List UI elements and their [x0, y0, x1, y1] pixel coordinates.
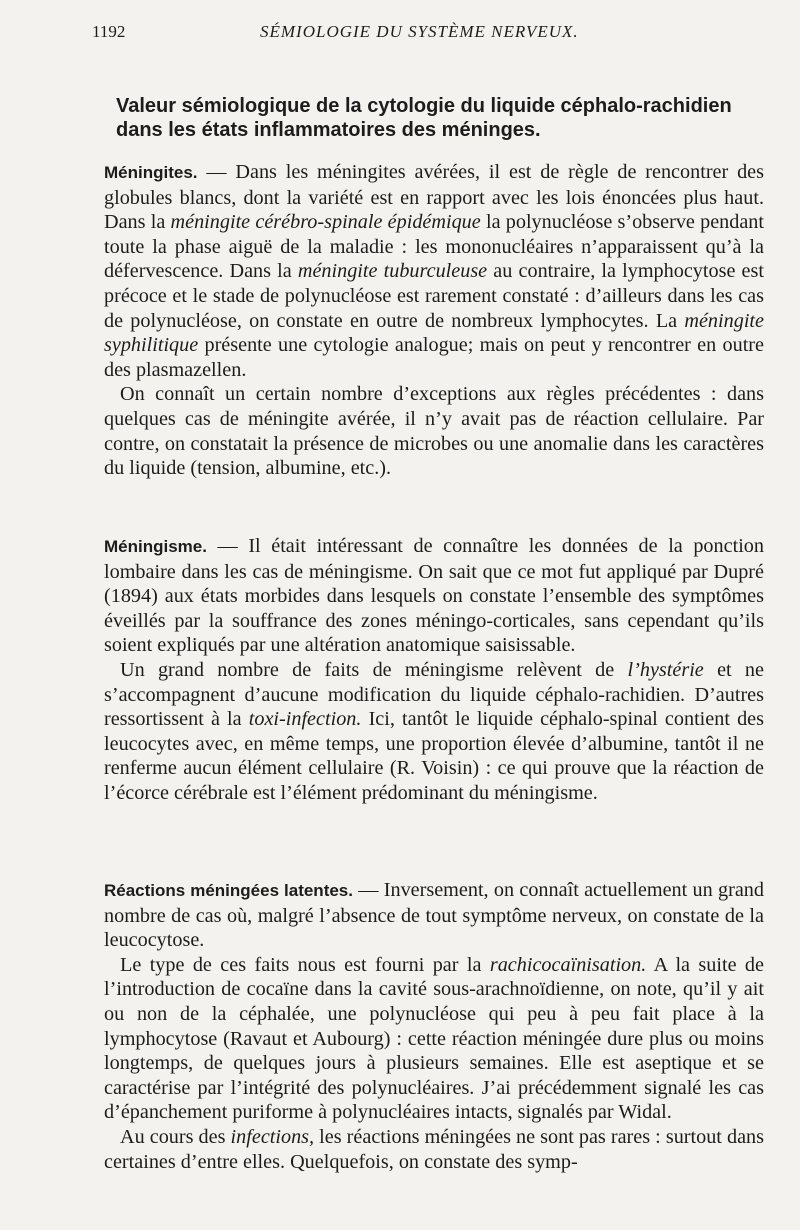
italic-term: méningite cérébro-spinale épidémique [170, 211, 481, 234]
text-run: Le type de ces faits nous est fourni par la [120, 953, 490, 976]
text-run: les réactions méningées ne sont pas rares : surtout dans certaines d’entre elles. Quelquefois, on constate des symp- [104, 1125, 764, 1173]
reactions-paragraph-2 [104, 953, 764, 1125]
italic-term: infections, [230, 1125, 315, 1148]
italic-term: l’hystérie [627, 658, 704, 681]
reactions-block [104, 878, 764, 1174]
section-heading: Valeur sémiologique de la cytologie du liquide céphalo-rachidien dans les états inflammatoires des méninges. [116, 95, 732, 141]
italic-term: rachicocaïnisation. [489, 953, 647, 976]
text-run: et ne s’accompagnent d’aucune modification du liquide céphalo-rachidien. D’autres ressortissent à la [104, 658, 764, 731]
meningisme-block [104, 534, 764, 806]
italic-term: méningite syphilitique [104, 309, 764, 357]
text-run: Ici, tantôt le liquide céphalo-spinal contient des leucocytes avec, en même temps, une proportion élevée d’albumine, tantôt il ne renferme aucun élément cellulaire (R. Voisin) : ce qui prouve que la réaction de l’écorce cérébrale est l’élément prédominant du méningisme. [104, 708, 764, 804]
text-run: — Inversement, on connaît actuellement un grand nombre de cas où, malgré l’absence de tout symptôme nerveux, on constate de la leucocytose. [104, 879, 764, 952]
meningisme-paragraph-2 [104, 658, 764, 806]
text-run: au contraire, la lymphocytose est précoce et le stade de polynucléose est rarement constaté : d’ailleurs dans les cas de polynucléose, on constate en outre de nombreux lymphocytes. La [104, 260, 764, 332]
meningites-paragraph-1 [104, 160, 764, 382]
meningites-block [104, 160, 764, 481]
running-title: SÉMIOLOGIE DU SYSTÈME NERVEUX. [260, 22, 579, 41]
text-run: — Dans les méningites avérées, il est de règle de rencontrer des globules blancs, dont la variété est en rapport avec les lois énoncées plus haut. Dans la [104, 161, 764, 234]
reactions-heading: Réactions méningées latentes. [104, 881, 353, 900]
text-run: la polynucléose s’observe pendant toute la phase aiguë de la maladie : les mononucléaires n’apparaissent qu’à la défervescence. Dans la [104, 211, 765, 283]
meningites-heading: Méningites. [104, 163, 198, 182]
meningisme-heading: Méningisme. [104, 537, 207, 556]
meningisme-paragraph-1 [104, 534, 764, 658]
running-header [92, 22, 732, 48]
text-run: présente une cytologie analogue; mais on peut y rencontrer en outre des plasmazellen. [104, 334, 764, 381]
reactions-paragraph-3 [104, 1125, 764, 1174]
text-run: Un grand nombre de faits de méningisme relèvent de [120, 658, 628, 681]
italic-term: méningite tuburculeuse [297, 260, 488, 283]
text-run: — Il était intéressant de connaître les données de la ponction lombaire dans les cas de méningisme. On sait que ce mot fut appliqué par Dupré (1894) aux états morbides dans lesquels on constate l’ensemble des symptômes éveillés par la souffrance des zones méningo-corticales, sans cependant qu’ils soient expliqués par une altération anatomique saisissable. [104, 535, 764, 657]
italic-term: toxi-infection. [248, 708, 362, 731]
page-number: 1192 [92, 22, 126, 41]
text-run: Au cours des [120, 1125, 231, 1148]
reactions-paragraph-1 [104, 878, 764, 953]
meningites-paragraph-2: On connaît un certain nombre d’exceptions aux règles précédentes : dans quelques cas de méningite avérée, il n’y avait pas de réaction cellulaire. Par contre, on constatait la présence de microbes ou une anomalie dans les caractères du liquide (tension, albumine, etc.). [104, 383, 764, 480]
text-run: A la suite de l’introduction de cocaïne dans la cavité sous-arachnoïdienne, on note, qu’il y ait ou non de la céphalée, une polynucléose qui peu à peu fait place à la lymphocytose (Ravaut et Aubourg) : cette réaction méningée dure plus ou moins longtemps, de quelques jours à plusieurs semaines. Elle est aseptique et se caractérise par l’intégrité des polynucléaires. J’ai précédemment signalé les cas d’épanchement puriforme à polynucléaires intacts, signalés par Widal. [104, 953, 764, 1124]
